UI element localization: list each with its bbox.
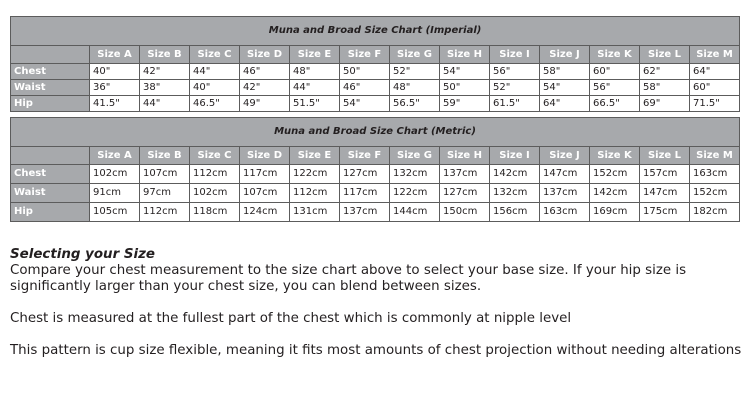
table-cell: 46"	[340, 80, 390, 96]
metric-size-header: Size J	[540, 147, 590, 165]
metric-size-header: Size I	[490, 147, 540, 165]
table-cell: 105cm	[90, 203, 140, 222]
size-guide-paragraph-chest: Chest is measured at the fullest part of the chest which is commonly at nipple level	[10, 311, 572, 326]
table-cell: 137cm	[340, 203, 390, 222]
imperial-row-chest	[11, 64, 740, 80]
imperial-size-header: Size J	[540, 46, 590, 64]
metric-size-header: Size F	[340, 147, 390, 165]
table-cell: 132cm	[390, 165, 440, 184]
imperial-size-header: Size A	[90, 46, 140, 64]
table-cell: 169cm	[590, 203, 640, 222]
imperial-size-header: Size D	[240, 46, 290, 64]
table-cell: 182cm	[690, 203, 740, 222]
table-cell: 42"	[140, 64, 190, 80]
metric-size-header: Size K	[590, 147, 640, 165]
table-cell: 127cm	[340, 165, 390, 184]
row-label: Hip	[11, 203, 90, 222]
table-cell: 112cm	[140, 203, 190, 222]
table-cell: 137cm	[540, 184, 590, 203]
table-cell: 152cm	[590, 165, 640, 184]
imperial-size-header: Size I	[490, 46, 540, 64]
metric-row-chest	[11, 165, 740, 184]
table-cell: 44"	[190, 64, 240, 80]
table-cell: 60"	[590, 64, 640, 80]
table-cell: 132cm	[490, 184, 540, 203]
table-cell: 62"	[640, 64, 690, 80]
table-cell: 54"	[340, 96, 390, 112]
table-cell: 44"	[140, 96, 190, 112]
metric-header-corner	[11, 147, 90, 165]
table-cell: 59"	[440, 96, 490, 112]
table-cell: 118cm	[190, 203, 240, 222]
table-cell: 71.5"	[690, 96, 740, 112]
imperial-title-row	[11, 17, 740, 46]
table-cell: 142cm	[490, 165, 540, 184]
table-cell: 91cm	[90, 184, 140, 203]
table-cell: 58"	[640, 80, 690, 96]
row-label: Waist	[11, 80, 90, 96]
imperial-chart-title: Muna and Broad Size Chart (Imperial)	[11, 17, 740, 46]
table-cell: 36"	[90, 80, 140, 96]
table-cell: 147cm	[540, 165, 590, 184]
table-cell: 122cm	[390, 184, 440, 203]
table-cell: 142cm	[590, 184, 640, 203]
metric-chart-title: Muna and Broad Size Chart (Metric)	[11, 118, 740, 147]
table-cell: 69"	[640, 96, 690, 112]
table-cell: 107cm	[240, 184, 290, 203]
imperial-size-header-row	[11, 46, 740, 64]
size-guide-paragraph-blend: Compare your chest measurement to the size chart above to select your base size. If your hip size is significantly larger than your chest size, you can blend between sizes.	[10, 263, 687, 294]
table-cell: 147cm	[640, 184, 690, 203]
table-cell: 97cm	[140, 184, 190, 203]
table-cell: 157cm	[640, 165, 690, 184]
table-cell: 102cm	[90, 165, 140, 184]
table-cell: 46.5"	[190, 96, 240, 112]
table-cell: 54"	[540, 80, 590, 96]
imperial-size-header: Size H	[440, 46, 490, 64]
metric-size-chart	[10, 117, 740, 222]
table-cell: 51.5"	[290, 96, 340, 112]
table-cell: 52"	[490, 80, 540, 96]
table-cell: 60"	[690, 80, 740, 96]
metric-size-header: Size B	[140, 147, 190, 165]
table-cell: 131cm	[290, 203, 340, 222]
table-cell: 48"	[390, 80, 440, 96]
metric-size-header-row	[11, 147, 740, 165]
table-cell: 46"	[240, 64, 290, 80]
table-cell: 122cm	[290, 165, 340, 184]
table-cell: 144cm	[390, 203, 440, 222]
imperial-size-header: Size K	[590, 46, 640, 64]
size-guide-paragraph-cup: This pattern is cup size flexible, meaning it fits most amounts of chest projection without needing alterations	[10, 343, 742, 358]
table-cell: 61.5"	[490, 96, 540, 112]
table-cell: 64"	[690, 64, 740, 80]
table-cell: 40"	[190, 80, 240, 96]
table-cell: 112cm	[190, 165, 240, 184]
table-cell: 40"	[90, 64, 140, 80]
imperial-size-header: Size G	[390, 46, 440, 64]
row-label: Waist	[11, 184, 90, 203]
row-label: Chest	[11, 165, 90, 184]
metric-size-header: Size M	[690, 147, 740, 165]
table-cell: 66.5"	[590, 96, 640, 112]
metric-size-header: Size H	[440, 147, 490, 165]
imperial-header-corner	[11, 46, 90, 64]
size-guide	[10, 247, 748, 359]
table-cell: 42"	[240, 80, 290, 96]
table-cell: 50"	[440, 80, 490, 96]
table-cell: 50"	[340, 64, 390, 80]
imperial-size-header: Size B	[140, 46, 190, 64]
metric-size-header: Size C	[190, 147, 240, 165]
metric-size-header: Size G	[390, 147, 440, 165]
table-cell: 44"	[290, 80, 340, 96]
imperial-size-header: Size C	[190, 46, 240, 64]
table-cell: 107cm	[140, 165, 190, 184]
table-cell: 117cm	[340, 184, 390, 203]
metric-size-header: Size D	[240, 147, 290, 165]
table-cell: 56"	[490, 64, 540, 80]
size-guide-heading: Selecting your Size	[10, 247, 155, 262]
table-cell: 102cm	[190, 184, 240, 203]
imperial-size-header: Size M	[690, 46, 740, 64]
metric-row-hip	[11, 203, 740, 222]
table-cell: 150cm	[440, 203, 490, 222]
table-cell: 175cm	[640, 203, 690, 222]
row-label: Hip	[11, 96, 90, 112]
table-cell: 137cm	[440, 165, 490, 184]
metric-size-header: Size L	[640, 147, 690, 165]
imperial-size-header: Size L	[640, 46, 690, 64]
table-cell: 58"	[540, 64, 590, 80]
table-cell: 163cm	[540, 203, 590, 222]
metric-row-waist	[11, 184, 740, 203]
imperial-size-header: Size F	[340, 46, 390, 64]
table-cell: 127cm	[440, 184, 490, 203]
imperial-size-header: Size E	[290, 46, 340, 64]
table-cell: 124cm	[240, 203, 290, 222]
table-cell: 112cm	[290, 184, 340, 203]
row-label: Chest	[11, 64, 90, 80]
table-cell: 48"	[290, 64, 340, 80]
table-cell: 38"	[140, 80, 190, 96]
table-cell: 54"	[440, 64, 490, 80]
imperial-row-hip	[11, 96, 740, 112]
table-cell: 56"	[590, 80, 640, 96]
table-cell: 152cm	[690, 184, 740, 203]
metric-size-header: Size A	[90, 147, 140, 165]
table-cell: 56.5"	[390, 96, 440, 112]
imperial-row-waist	[11, 80, 740, 96]
table-cell: 64"	[540, 96, 590, 112]
table-cell: 52"	[390, 64, 440, 80]
metric-size-header: Size E	[290, 147, 340, 165]
imperial-size-chart	[10, 16, 740, 112]
table-cell: 117cm	[240, 165, 290, 184]
table-cell: 41.5"	[90, 96, 140, 112]
table-cell: 163cm	[690, 165, 740, 184]
metric-title-row	[11, 118, 740, 147]
table-cell: 49"	[240, 96, 290, 112]
table-cell: 156cm	[490, 203, 540, 222]
